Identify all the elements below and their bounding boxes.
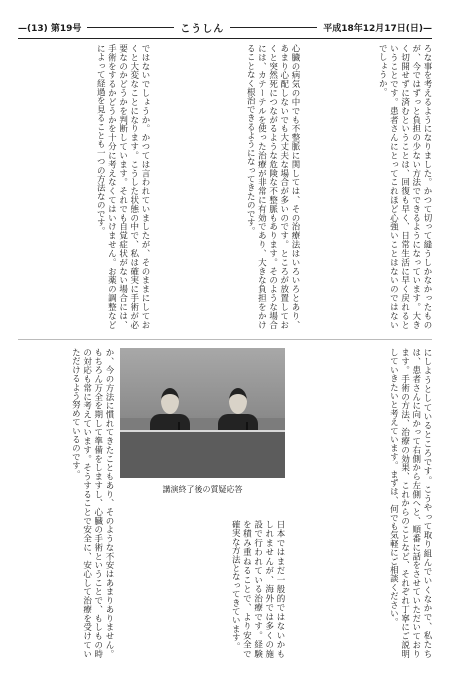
issue-date: 平成18年12月17日(日)— bbox=[323, 23, 433, 34]
article-column-lower-left: か、今の方法に慣れてきたこともあり、そのような不安はあまりありません。もちろん万全を期して準備をしますし、心臓の手術ということで、もしもの時の対応も常に考えています。そうすることで安全に、安心して治療を受けていただけるよう努めているのです。 bbox=[70, 348, 114, 658]
header-divider bbox=[18, 38, 432, 39]
band-divider bbox=[18, 339, 432, 340]
header-rule-left bbox=[87, 27, 174, 28]
header-rule-right bbox=[230, 27, 317, 28]
page-footer-space bbox=[18, 664, 432, 670]
newsletter-title: こうしん bbox=[180, 23, 225, 35]
article-column-lower-right: にしようとしているところです。こうやって取り組んでいくなかで、私たちは、患者さんに向かって右側から左側へと、順番に話をさせていただいております。手術の方法、治療の効果、これからのことなど、それぞれ丁寧にご説明していきたいと考えています。まずは、何でも気軽にご相談ください。 bbox=[388, 348, 432, 658]
article-column-upper-middle: 心臓の病気の中でも不整脈に関しては、その治療法はいろいろとあり、あまり心配しないでも大丈夫な場合が多いのです。ところが放置しておくと突然死につながるような危険な不整脈もあります。そのような場合には、カテーテルを使った治療が非常に有効であり、大きな負担をかけることなく根治できるようになってきたのです。 bbox=[245, 44, 300, 329]
photo-caption: 講演終了後の質疑応答 bbox=[162, 485, 243, 494]
article-column-upper-right: ろな事を考えるようになりました。かつて切って縫うしかなかったものが、今ではずっと負担の少ない方法でできるようになっています。大きく切開せずに済むということは、回復も早く、日常生活に早く戻れるということです。患者さんにとってこれほど心強いことはないのではないでしょうか。 bbox=[377, 44, 432, 329]
page-number: —(13) 第19号 bbox=[18, 23, 82, 34]
photo-wall bbox=[120, 348, 285, 418]
page-header bbox=[18, 18, 432, 36]
photo-table bbox=[120, 430, 285, 478]
article-column-lower-middle: 日本ではまだ一般的ではないかもしれませんが、海外では多くの施設で行われている治療です。経験を積み重ねることで、より安全で確実な方法となってきています。 bbox=[230, 520, 285, 658]
lecture-photo bbox=[120, 348, 285, 478]
article-column-upper-left: ではないでしょうか。かつては言われていましたが、そのままにしておくと大変なことになります。こうした状態の中で、私は確実に手術が必要なのかどうかを判断しています。それでも自覚症状がない場合には、手術をするかどうかを十分に考えなくてはいけません。お薬の調整などによって経過を見ることも一つの方法なのです。 bbox=[95, 44, 150, 329]
